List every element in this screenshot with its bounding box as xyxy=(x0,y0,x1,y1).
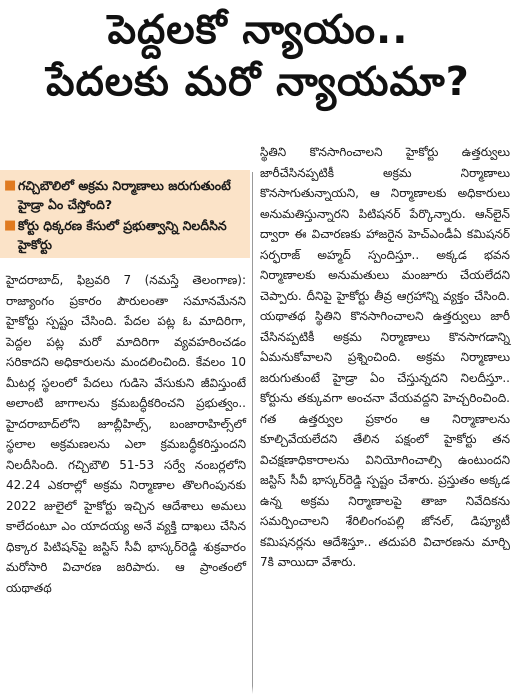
right-body-text: స్థితిని కొనసాగించాలని హైకోర్టు ఉత్తర్వులు జారీచేసినప్పటికీ అక్రమ నిర్మాణాలు కొనసాగుతున్నాయని, ఆ నిర్మాణాలకు అధికారులు అనుమతిస్తున్నారని పిటిషనర్ పేర్కొన్నారు. ఆన్‌లైన్ ద్వారా ఈ విచారణకు హాజరైన హెచ్ఎండీఏ కమిషనర్ సర్ఫరాజ్ అహ్మద్ స్పందిస్తూ.. అక్కడ భవన నిర్మాణాలకు అనుమతులు మంజూరు చేయలేదని చెప్పారు. దీనిపై హైకోర్టు తీవ్ర ఆగ్రహాన్ని వ్యక్తం చేసింది. యథాతథ స్థితిని కొనసాగించాలని ఉత్తర్వులు జారీ చేసినప్పటికీ అక్రమ నిర్మాణాలు కొనసాగడాన్ని ఏమనుకోవాలని ప్రశ్నించింది. అక్రమ నిర్మాణాలు జరుగుతుంటే హైడ్రా ఏం చేస్తున్నదని నిలదీస్తూ.. కోర్టును తక్కువగా అంచనా వేయవద్దని హెచ్చరించింది. గత ఉత్తర్వుల ప్రకారం ఆ నిర్మాణాలను కూల్చివేయలేదని తేలిన పక్షంలో హైకోర్టు తన విచక్షణాధికారాలను వినియోగించాల్సి ఉంటుందని జస్టిస్ సీవీ భాస్కర్‌రెడ్డి స్పష్టం చేశారు. ప్రస్తుతం అక్కడ ఉన్న అక్రమ నిర్మాణాలపై తాజా నివేదికను సమర్పించాలని శేరిలింగంపల్లి జోనల్, డిప్యూటీ కమిషనర్లను ఆదేశిస్తూ.. తదుపరి విచారణను మార్చి 7కి వాయిదా వేశారు. xyxy=(260,145,510,569)
highlight-box xyxy=(0,170,250,258)
page-bottom-edge xyxy=(0,686,516,694)
bullet-square-icon: ■ xyxy=(4,178,17,193)
highlight-item xyxy=(4,216,244,254)
left-body-text: రాజ్యాంగం ప్రకారం పౌరులంతా సమానమేనని హైకోర్టు స్పష్టం చేసింది. పేదల పట్ల ఓ మాదిరిగా, పెద్దల పట్ల మరో మాదిరిగా వ్యవహరించడం సరికాదని అధికారులను మందలించింది. కేవలం 10 మీటర్ల స్థలంలో పేదలు గుడిసె వేసుకుని జీవిస్తుంటే అలాంటి జాగాలను క్రమబద్ధీకరించని ప్రభుత్వం.. హైదరాబాద్‌లోని జూబ్లీహిల్స్, బంజారాహిల్స్‌లో స్థలాల అక్రమణలను ఎలా క్రమబద్ధీకరిస్తుందని నిలదీసింది. గచ్చిబౌలి 51-53 సర్వే నంబర్లలోని 42.24 ఎకరాల్లో అక్రమ నిర్మాణాల తొలగింపునకు 2022 జులైలో హైకోర్టు ఇచ్చిన ఆదేశాలు అమలు కాలేదంటూ ఎం యాదయ్య అనే వ్యక్తి దాఖలు చేసిన ధిక్కార పిటిషన్‌పై జస్టిస్ సీవీ భాస్కర్‌రెడ్డి శుక్రవారం మరోసారి విచారణ జరిపారు. ఆ ప్రాంతంలో యథాతథ xyxy=(6,293,246,595)
highlight-text: కోర్టు ధిక్కరణ కేసులో ప్రభుత్వాన్ని నిలదీసిన హైకోర్టు xyxy=(18,218,227,252)
dateline: హైదరాబాద్, ఫిబ్రవరి 7 (నమస్తే తెలంగాణ): xyxy=(6,273,246,287)
column-divider xyxy=(252,172,253,694)
highlight-item xyxy=(4,176,244,214)
left-column xyxy=(0,172,250,598)
headline-line-2: పేదలకు మరో న్యాయమా? xyxy=(46,59,470,105)
highlight-text: గచ్చిబౌలిలో అక్రమ నిర్మాణాలు జరుగుతుంటే హైడ్రా ఏం చేస్తోంది? xyxy=(18,178,231,212)
article-columns xyxy=(0,142,516,694)
left-body xyxy=(0,270,250,598)
right-column xyxy=(256,142,514,573)
headline-line-1: పెద్దలకో న్యాయం.. xyxy=(107,7,409,53)
headline xyxy=(0,4,516,108)
bullet-square-icon: ■ xyxy=(4,218,17,233)
